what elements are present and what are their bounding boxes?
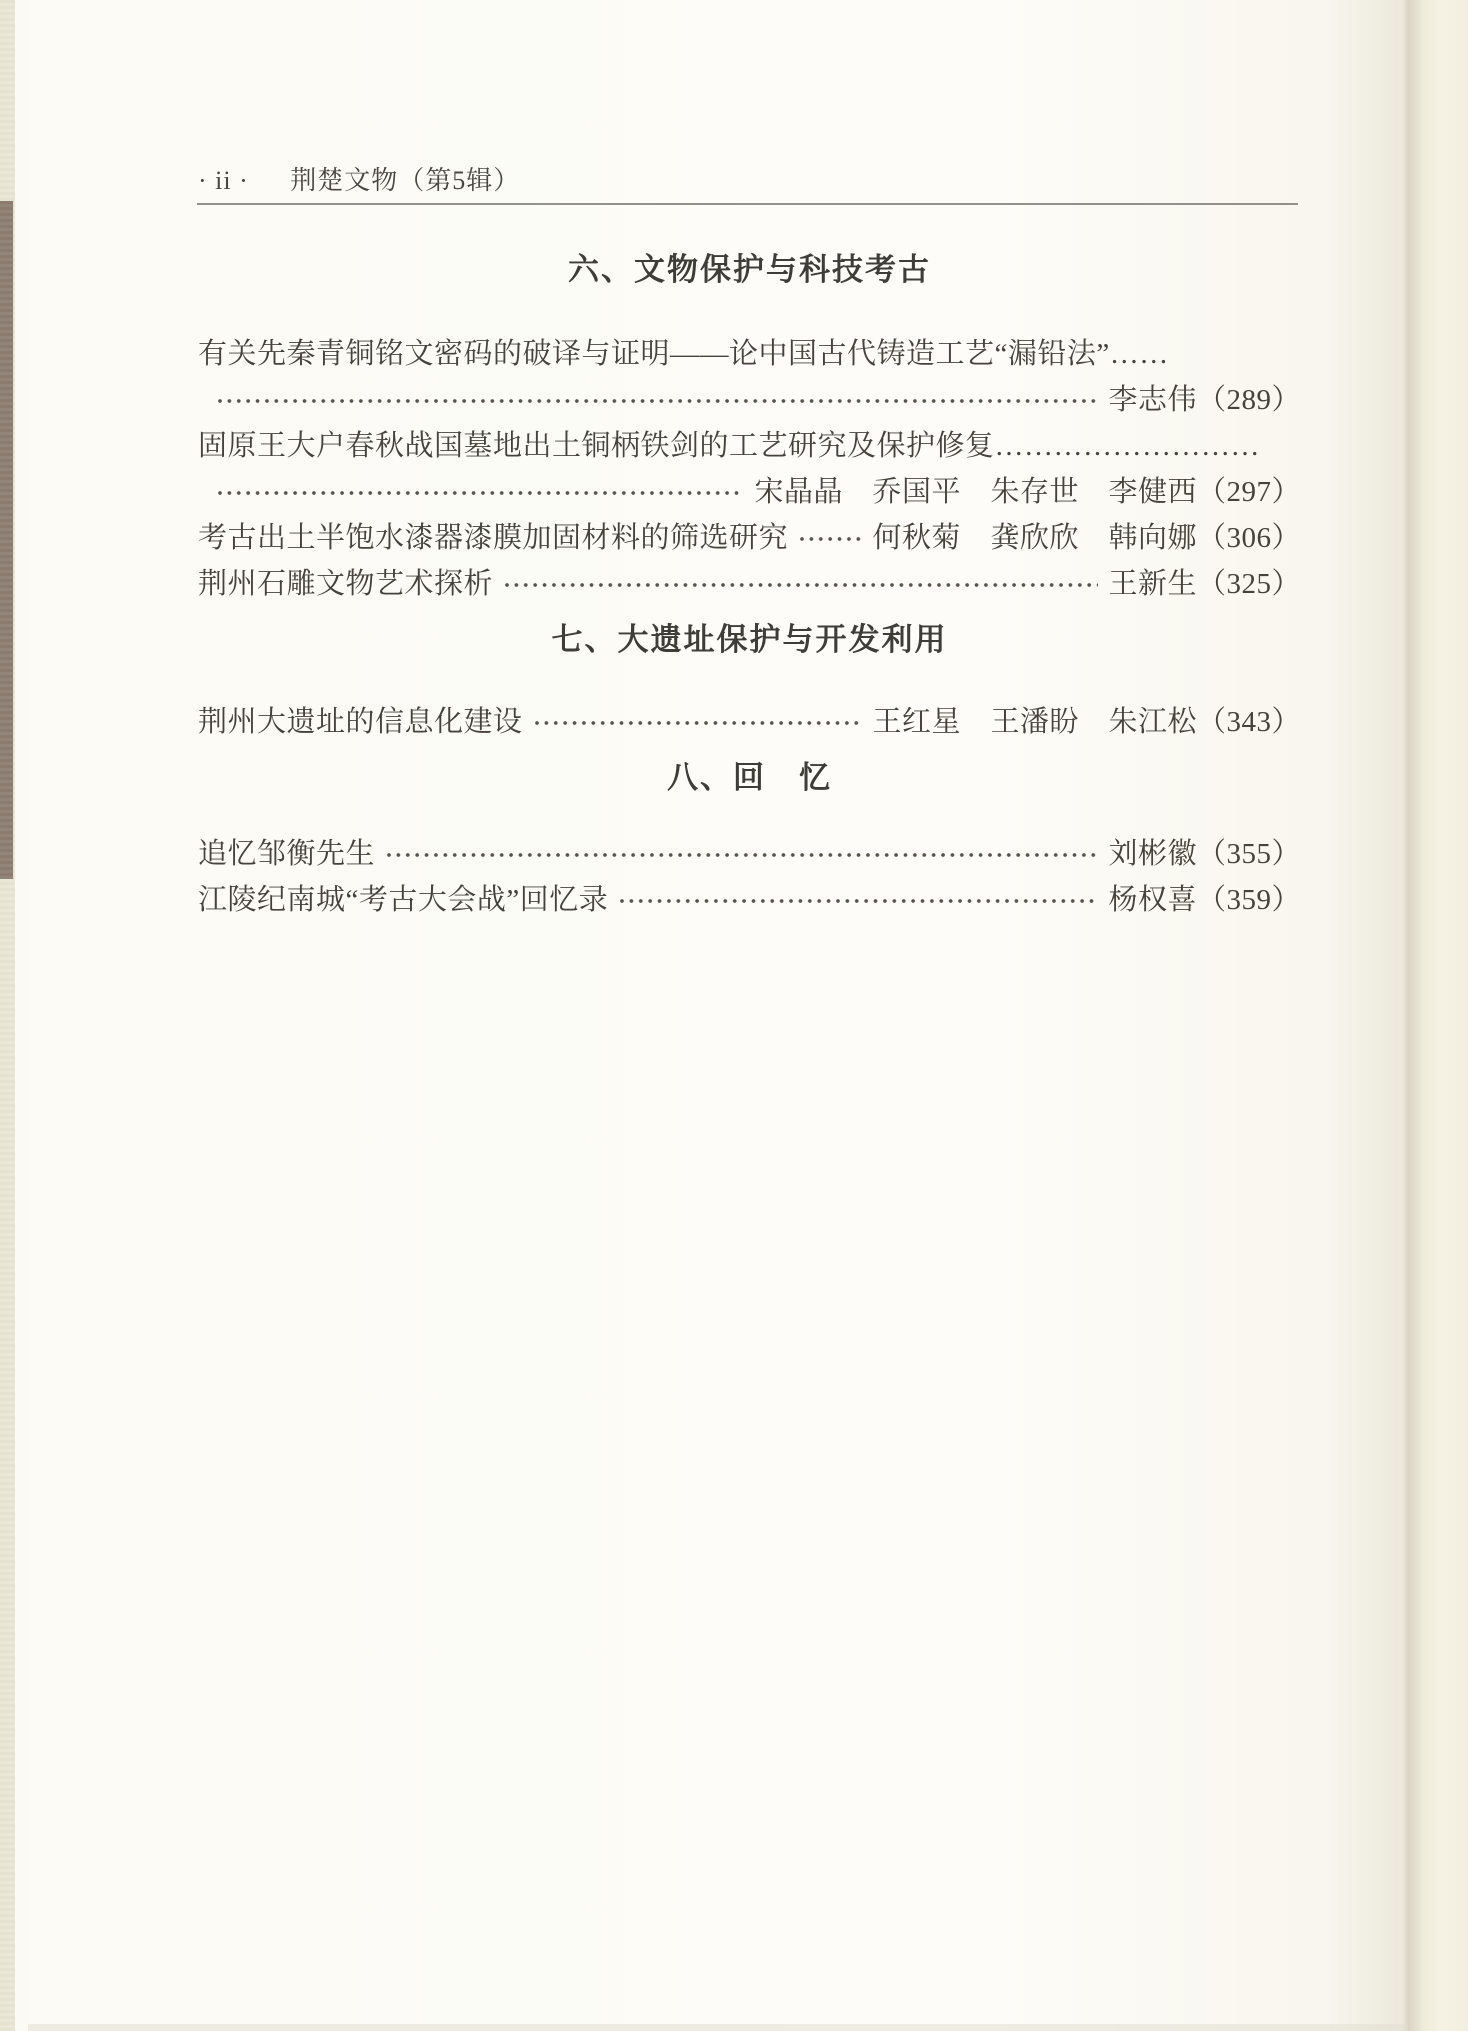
toc-entry — [198, 558, 1301, 604]
dot-leader — [216, 489, 744, 497]
toc-entry-title — [198, 420, 1301, 466]
toc-entry — [198, 828, 1301, 874]
table-of-contents — [198, 250, 1301, 920]
entry-page-number: （359） — [1196, 883, 1301, 916]
toc-entry — [198, 874, 1301, 920]
toc-entry-title — [198, 328, 1301, 374]
toc-entry — [198, 696, 1301, 742]
entry-authors: 杨权喜 — [1108, 883, 1197, 916]
toc-entry-continuation — [198, 374, 1301, 420]
dot-leader — [618, 897, 1098, 905]
entry-authors: 刘彬徽 — [1108, 837, 1197, 870]
toc-entry — [198, 512, 1301, 558]
dot-leader — [216, 397, 1098, 405]
header-rule — [197, 203, 1298, 205]
page-header — [198, 160, 1301, 197]
entry-authors: 李志伟 — [1108, 383, 1197, 416]
dot-leader — [503, 581, 1098, 589]
dot-leader — [385, 851, 1098, 859]
entry-page-number: （297） — [1196, 475, 1301, 508]
entry-title: 江陵纪南城“考古大会战”回忆录 — [198, 883, 609, 916]
page-surface — [28, 0, 1408, 2031]
section-title-6: 六、文物保护与科技考古 — [568, 252, 931, 287]
page-number-marker: · ii · — [198, 166, 249, 195]
entry-authors: 何秋菊 龚欣欣 韩向娜 — [872, 521, 1197, 554]
entry-title: 有关先秦青铜铭文密码的破译与证明——论中国古代铸造工艺“漏铅法”…… — [198, 337, 1169, 370]
entry-title: 荆州大遗址的信息化建设 — [198, 705, 523, 738]
section-title-7: 七、大遗址保护与开发利用 — [551, 622, 948, 657]
entry-title: 追忆邹衡先生 — [198, 837, 376, 870]
entry-page-number: （306） — [1196, 521, 1301, 554]
dot-leader — [533, 719, 863, 727]
entry-title: 考古出土半饱水漆器漆膜加固材料的筛选研究 — [198, 521, 789, 554]
entry-page-number: （355） — [1196, 837, 1301, 870]
dot-leader — [798, 535, 862, 543]
entry-title: 固原王大户春秋战国墓地出土铜柄铁剑的工艺研究及保护修复……………………… — [198, 429, 1261, 462]
entry-page-number: （325） — [1196, 567, 1301, 600]
section-title-8: 八、回 忆 — [667, 760, 832, 795]
book-title: 荆楚文物（第5辑） — [290, 166, 521, 195]
left-binding-strip — [0, 201, 13, 879]
entry-page-number: （343） — [1196, 705, 1301, 738]
toc-entry-continuation — [198, 466, 1301, 512]
entry-authors: 王红星 王潘盼 朱江松 — [872, 705, 1197, 738]
entry-authors: 王新生 — [1108, 567, 1197, 600]
bottom-scan-shadow — [28, 2024, 1408, 2031]
entry-page-number: （289） — [1196, 383, 1301, 416]
left-page-edge — [15, 0, 28, 2031]
entry-title: 荆州石雕文物艺术探析 — [198, 567, 494, 600]
right-page-fold — [1408, 0, 1468, 2031]
entry-authors: 宋晶晶 乔国平 朱存世 李健西 — [754, 475, 1197, 508]
